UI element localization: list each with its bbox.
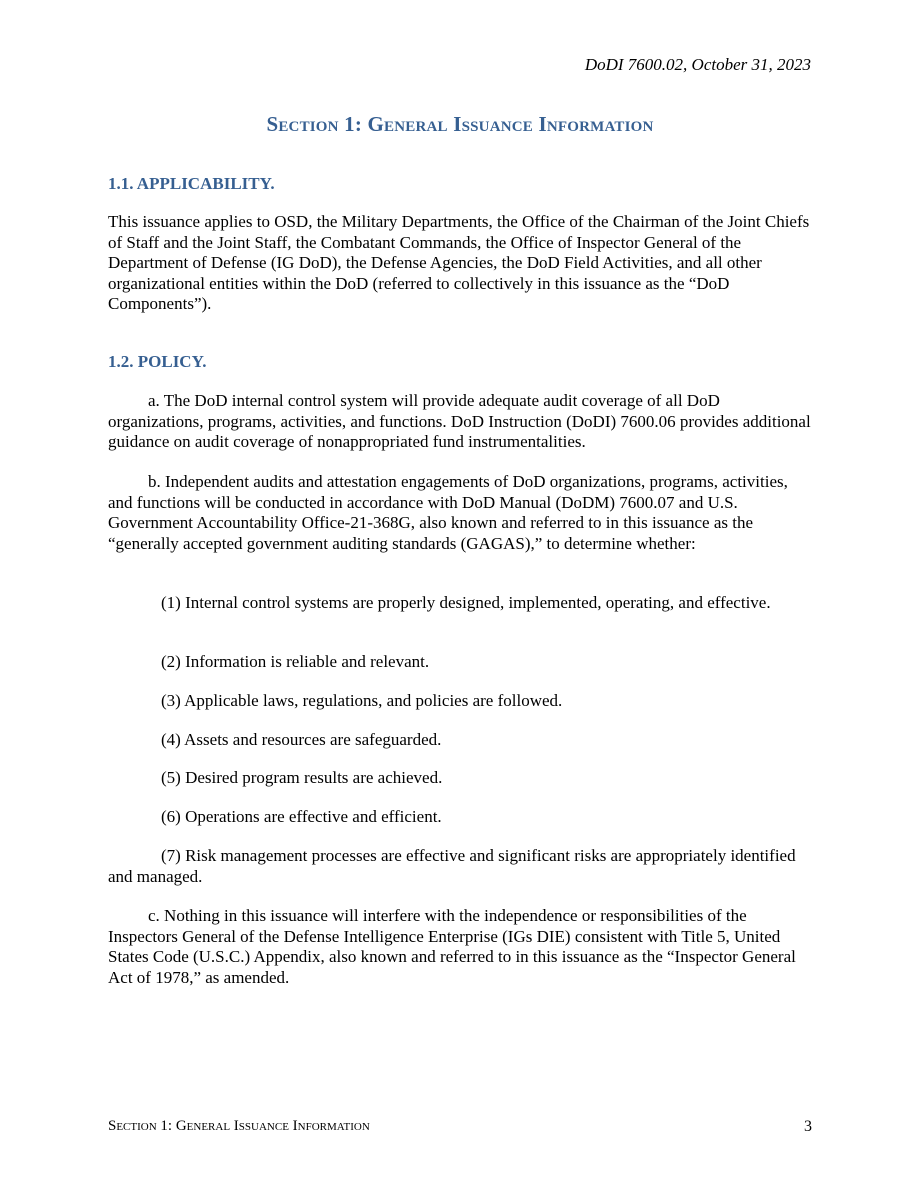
policy-list-item: (3) Applicable laws, regulations, and policies are followed. — [161, 691, 563, 710]
policy-paragraph-b: b. Independent audits and attestation engagements of DoD organizations, programs, activities, and functions will be conducted in accordance with DoD Manual (DoDM) 7600.07 and U.S. Government Accountability Office-21-368G, also known and referred to in this issuance as the “generally accepted government auditing standards (GAGAS),” to determine whether: — [108, 472, 788, 553]
footer-section-title: Section 1: General Issuance Information — [108, 1118, 370, 1134]
policy-list-item: (6) Operations are effective and efficient. — [161, 807, 442, 826]
section-title: Section 1: General Issuance Information — [266, 112, 654, 136]
policy-list-item: (2) Information is reliable and relevant. — [161, 652, 430, 671]
policy-list-item: (1) Internal control systems are properly designed, implemented, operating, and effective. — [161, 593, 771, 612]
document-reference: DoDI 7600.02, October 31, 2023 — [584, 55, 811, 74]
applicability-paragraph: This issuance applies to OSD, the Military Departments, the Office of the Chairman of the Joint Chiefs of Staff and the Joint Staff, the Combatant Commands, the Office of Inspector General of the Department of Defense (IG DoD), the Defense Agencies, the DoD Field Activities, and all other organizational entities within the DoD (referred to collectively in this issuance as the “DoD Components”). — [108, 212, 810, 313]
policy-paragraph-a: a. The DoD internal control system will provide adequate audit coverage of all DoD organizations, programs, activities, and functions. DoD Instruction (DoDI) 7600.06 provides additional guidance on audit coverage of nonappropriated fund instrumentalities. — [108, 391, 811, 451]
policy-paragraph-c: c. Nothing in this issuance will interfere with the independence or responsibilities of the Inspectors General of the Defense Intelligence Enterprise (IGs DIE) consistent with Title 5, United States Code (U.S.C.) Appendix, also known and referred to in this issuance as the “Inspector General Act of 1978,” as amended. — [108, 906, 796, 987]
policy-list-item: (5) Desired program results are achieved. — [161, 768, 443, 787]
policy-heading: 1.2. POLICY. — [108, 352, 207, 371]
policy-list-item: (4) Assets and resources are safeguarded. — [161, 730, 442, 749]
page-number: 3 — [804, 1118, 812, 1135]
policy-list-item: (7) Risk management processes are effective and significant risks are appropriately identified and managed. — [108, 846, 796, 886]
applicability-heading: 1.1. APPLICABILITY. — [108, 174, 275, 193]
